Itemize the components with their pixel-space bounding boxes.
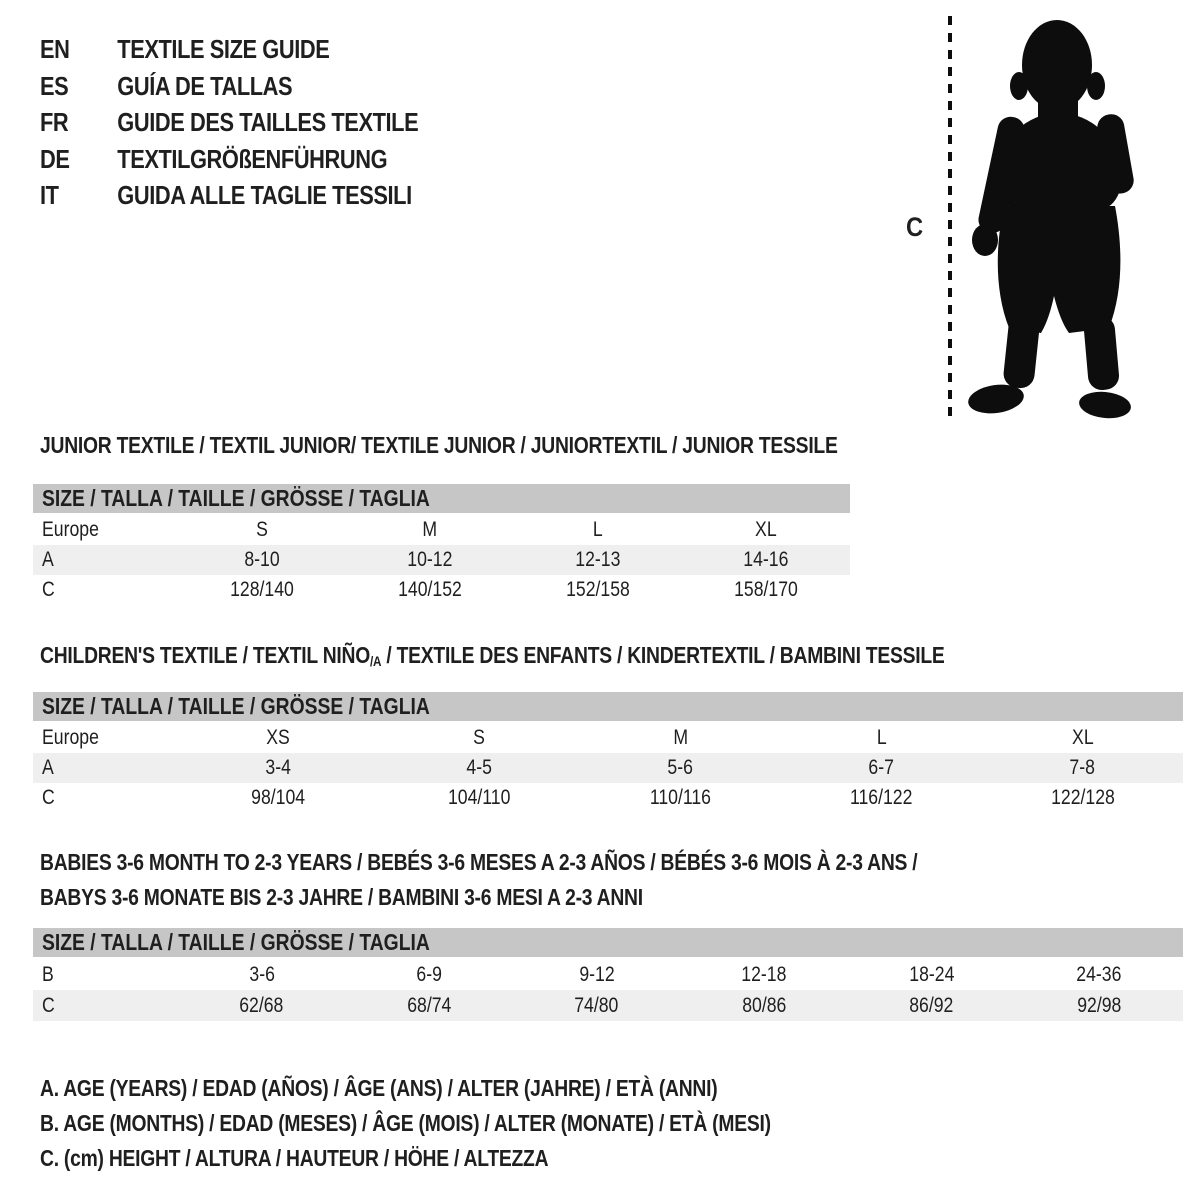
table-cell: 3-6 bbox=[248, 963, 275, 986]
table-cell: 6-7 bbox=[868, 756, 895, 779]
lang-title: TEXTILE SIZE GUIDE bbox=[117, 34, 330, 64]
table-cell: 80/86 bbox=[742, 994, 787, 1017]
lang-row-fr bbox=[40, 104, 490, 141]
height-measure-dashed-line bbox=[948, 16, 952, 416]
size-header-row: SIZE / TALLA / TAILLE / GRÖSSE / TAGLIA bbox=[33, 484, 850, 513]
table-cell: 68/74 bbox=[407, 994, 452, 1017]
size-header-row: SIZE / TALLA / TAILLE / GRÖSSE / TAGLIA bbox=[33, 692, 1183, 721]
table-cell: 92/98 bbox=[1077, 994, 1122, 1017]
table-cell: 62/68 bbox=[239, 994, 284, 1017]
table-cell: 12-18 bbox=[741, 963, 787, 986]
table-cell: 152/158 bbox=[566, 578, 630, 601]
measurement-legend bbox=[40, 1071, 910, 1176]
lang-code: FR bbox=[40, 107, 69, 137]
table-cell: 18-24 bbox=[909, 963, 955, 986]
table-cell: 74/80 bbox=[574, 994, 619, 1017]
table-cell: 3-4 bbox=[265, 756, 292, 779]
table-row-height-cm bbox=[33, 575, 850, 605]
table-cell: 9-12 bbox=[579, 963, 615, 986]
table-cell: 122/128 bbox=[1050, 786, 1115, 809]
table-row-age-years bbox=[33, 545, 850, 575]
table-cell: 86/92 bbox=[909, 994, 954, 1017]
children-size-table bbox=[33, 692, 1183, 813]
lang-row-en bbox=[40, 31, 490, 68]
row-label: C bbox=[42, 994, 55, 1017]
table-cell: S bbox=[256, 518, 268, 541]
lang-row-it bbox=[40, 177, 490, 214]
junior-size-table bbox=[33, 484, 850, 605]
table-cell: 98/104 bbox=[251, 786, 306, 809]
row-label: C bbox=[42, 578, 55, 601]
table-cell: 12-13 bbox=[575, 548, 621, 571]
table-cell: M bbox=[673, 726, 688, 749]
lang-title: GUIDA ALLE TAGLIE TESSILI bbox=[117, 180, 412, 210]
table-row-height-cm bbox=[33, 990, 1183, 1021]
table-row-age-years bbox=[33, 753, 1183, 783]
babies-title-line1: BABIES 3-6 MONTH TO 2-3 YEARS / BEBÉS 3-6 MESES A 2-3 AÑOS / BÉBÉS 3-6 MOIS À 2-3 ANS / bbox=[40, 849, 918, 875]
row-label: A bbox=[42, 756, 54, 779]
babies-size-table bbox=[33, 928, 1183, 1021]
lang-code: ES bbox=[40, 70, 69, 101]
table-cell: 8-10 bbox=[244, 548, 280, 571]
table-cell: 5-6 bbox=[667, 756, 694, 779]
height-measure-label-c: C bbox=[906, 212, 924, 242]
table-cell: XS bbox=[266, 726, 291, 749]
table-cell: 116/122 bbox=[850, 786, 913, 809]
children-section-title: CHILDREN'S TEXTILE / TEXTIL NIÑO/A / TEXTILE DES ENFANTS / KINDERTEXTIL / BAMBINI TESSILE bbox=[40, 642, 945, 669]
table-cell: S bbox=[473, 726, 486, 749]
babies-title-line2: BABYS 3-6 MONATE BIS 2-3 JAHRE / BAMBINI 3-6 MESI A 2-3 ANNI bbox=[40, 884, 643, 910]
row-label: Europe bbox=[42, 726, 99, 749]
table-row-europe bbox=[33, 515, 850, 545]
table-cell: 14-16 bbox=[743, 548, 789, 571]
row-label: A bbox=[42, 548, 54, 571]
legend-line-a: A. AGE (YEARS) / EDAD (AÑOS) / ÂGE (ANS) / ALTER (JAHRE) / ETÀ (ANNI) bbox=[40, 1075, 718, 1101]
table-cell: L bbox=[876, 726, 887, 749]
table-cell: 140/152 bbox=[398, 578, 462, 601]
lang-title: TEXTILGRÖßENFÜHRUNG bbox=[117, 143, 388, 174]
row-label: Europe bbox=[42, 518, 99, 541]
legend-line-c: C. (cm) HEIGHT / ALTURA / HAUTEUR / HÖHE / ALTEZZA bbox=[40, 1145, 549, 1171]
table-cell: 158/170 bbox=[734, 578, 798, 601]
nino-a-subscript: /A bbox=[370, 653, 382, 669]
table-row-age-months bbox=[33, 959, 1183, 990]
language-title-list bbox=[40, 31, 490, 214]
table-cell: 128/140 bbox=[230, 578, 294, 601]
lang-title: GUÍA DE TALLAS bbox=[117, 70, 293, 101]
junior-section-title: JUNIOR TEXTILE / TEXTIL JUNIOR/ TEXTILE JUNIOR / JUNIORTEXTIL / JUNIOR TESSILE bbox=[40, 432, 838, 458]
table-cell: 110/116 bbox=[649, 786, 712, 809]
table-cell: 6-9 bbox=[416, 963, 442, 986]
table-cell: 104/110 bbox=[448, 786, 511, 809]
babies-section-title bbox=[40, 845, 1085, 915]
table-cell: M bbox=[422, 518, 438, 541]
table-cell: L bbox=[593, 518, 603, 541]
lang-row-de bbox=[40, 141, 490, 178]
table-cell: XL bbox=[1071, 726, 1094, 749]
size-header-row: SIZE / TALLA / TAILLE / GRÖSSE / TAGLIA bbox=[33, 928, 1183, 957]
table-cell: 7-8 bbox=[1069, 756, 1096, 779]
lang-row-es bbox=[40, 68, 490, 105]
table-cell: XL bbox=[755, 518, 777, 541]
lang-code: DE bbox=[40, 143, 70, 174]
lang-code: IT bbox=[40, 180, 59, 210]
lang-title: GUIDE DES TAILLES TEXTILE bbox=[117, 107, 419, 137]
table-cell: 24-36 bbox=[1076, 963, 1122, 986]
table-cell: 10-12 bbox=[407, 548, 453, 571]
row-label: C bbox=[42, 786, 55, 809]
toddler-silhouette-image bbox=[962, 16, 1140, 420]
legend-line-b: B. AGE (MONTHS) / EDAD (MESES) / ÂGE (MOIS) / ALTER (MONATE) / ETÀ (MESI) bbox=[40, 1110, 771, 1136]
row-label: B bbox=[42, 963, 54, 986]
table-row-europe bbox=[33, 723, 1183, 753]
table-row-height-cm bbox=[33, 783, 1183, 813]
lang-code: EN bbox=[40, 34, 70, 64]
table-cell: 4-5 bbox=[466, 756, 493, 779]
